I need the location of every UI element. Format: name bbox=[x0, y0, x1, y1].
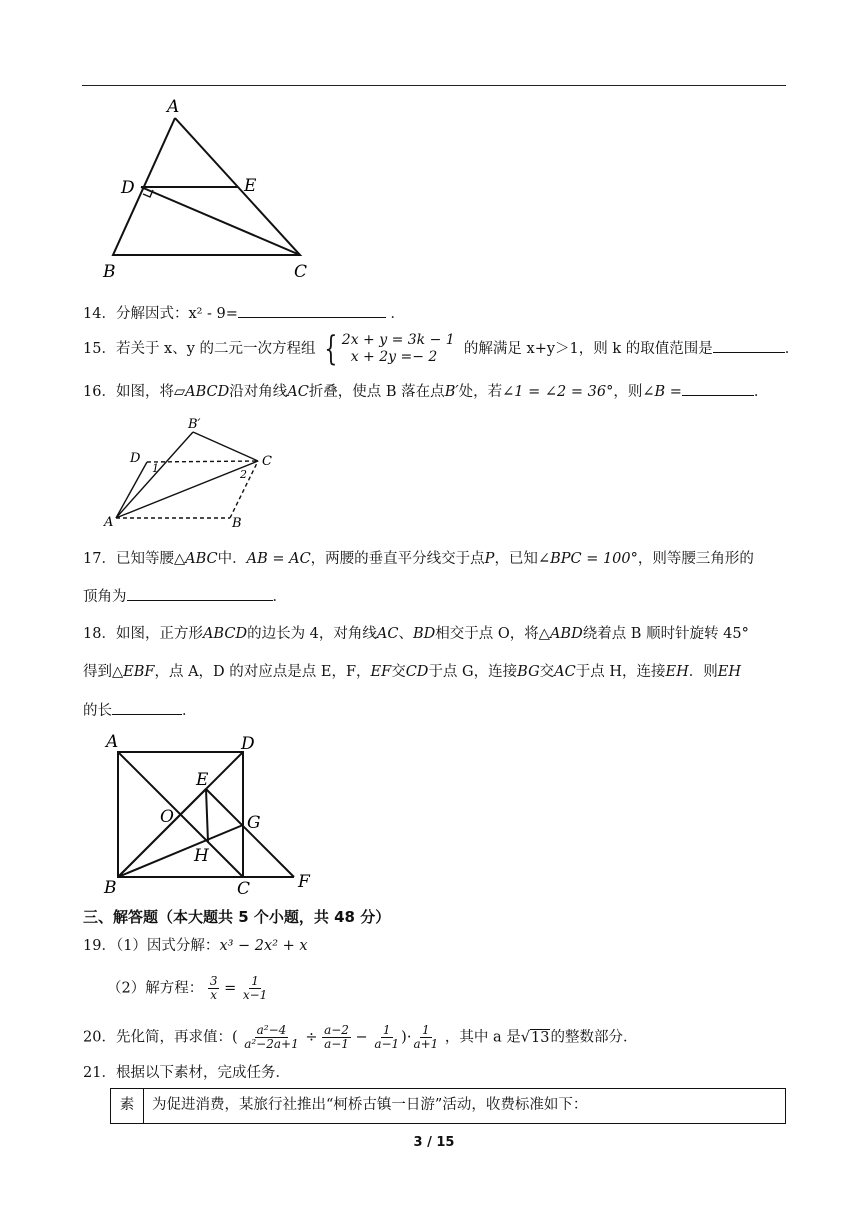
question-19-part2 bbox=[107, 975, 269, 1002]
q16-number: 16． bbox=[83, 384, 116, 400]
fraction-3-over-x bbox=[208, 975, 220, 1002]
label-c: C bbox=[237, 879, 251, 899]
q18-l1a: 如图，正方形 bbox=[115, 626, 203, 642]
q21-number: 21． bbox=[83, 1065, 116, 1081]
label-b: B bbox=[103, 262, 116, 282]
segment-ef bbox=[206, 789, 294, 877]
question-15 bbox=[83, 329, 800, 369]
q16-t2: 沿对角线 bbox=[229, 384, 288, 400]
equation-system bbox=[342, 332, 455, 366]
equals-sign: = bbox=[224, 980, 237, 997]
close-paren: )· bbox=[401, 1029, 412, 1046]
q20-post: 的整数部分． bbox=[550, 1029, 638, 1046]
q16-t3: 折叠，使点 B 落在点 bbox=[308, 384, 445, 400]
q17-l1c: ，两腰的垂直平分线交于点 bbox=[310, 551, 485, 567]
angle-2-label: 2 bbox=[240, 468, 247, 481]
angle-1-label: 1 bbox=[152, 462, 159, 475]
fraction-denominator: a²−2a+1 bbox=[244, 1037, 299, 1051]
q17-ab-eq-ac: AB = AC bbox=[246, 551, 311, 567]
label-a: A bbox=[106, 732, 119, 752]
material-table bbox=[110, 1088, 786, 1124]
label-f: F bbox=[298, 872, 310, 892]
q18-abcd: ABCD bbox=[202, 626, 248, 642]
segment-bg bbox=[118, 825, 243, 877]
question-19-part1 bbox=[83, 936, 308, 956]
page-number: 3 / 15 bbox=[413, 1135, 455, 1150]
q18-period: ． bbox=[182, 703, 197, 719]
fraction-numerator: 3 bbox=[209, 974, 218, 988]
q17-period: ． bbox=[272, 589, 287, 605]
q20-number: 20． bbox=[83, 1029, 116, 1046]
q19-expression: x³ − 2x² + x bbox=[219, 938, 308, 954]
q18-l2g: ．则 bbox=[688, 664, 718, 680]
fraction-numerator: 1 bbox=[382, 1023, 391, 1037]
q18-l2f: 于点 H，连接 bbox=[575, 664, 666, 680]
q18-l2a: 得到△ bbox=[83, 664, 124, 680]
q16-ac: AC bbox=[287, 384, 309, 400]
q17-l1a: 已知等腰△ bbox=[115, 551, 186, 567]
q18-l1b: 的边长为 4，对角线 bbox=[247, 626, 377, 642]
q16-answer-blank bbox=[682, 380, 754, 396]
q18-ef: EF bbox=[370, 664, 392, 680]
question-18 bbox=[83, 624, 749, 644]
q19-part2-label: （2）解方程： bbox=[107, 980, 204, 997]
label-d: D bbox=[121, 178, 135, 198]
question-17 bbox=[83, 549, 754, 569]
q18-eh: EH bbox=[665, 664, 689, 680]
q18-ac: AC bbox=[376, 626, 399, 642]
q18-number: 18． bbox=[83, 626, 116, 642]
minus-sign: − bbox=[355, 1029, 368, 1046]
q15-pre: 若关于 x、y 的二元一次方程组 bbox=[115, 341, 316, 357]
equation-2: x + 2y =− 2 bbox=[350, 349, 438, 365]
segment-abprime bbox=[116, 432, 193, 518]
figure-rotated-square bbox=[100, 730, 330, 900]
fraction-2 bbox=[322, 1024, 351, 1051]
q16-t5: ，则 bbox=[613, 384, 643, 400]
q18-ebf: EBF bbox=[123, 664, 155, 680]
label-d: D bbox=[241, 734, 255, 754]
label-h: H bbox=[194, 846, 209, 866]
table-cell-content: 为促进消费，某旅行社推出“柯桥古镇一日游”活动，收费标准如下： bbox=[152, 1097, 588, 1113]
header-rule bbox=[82, 85, 786, 86]
segment-be bbox=[118, 789, 206, 877]
q18-l1d: 绕着点 B 顺时针旋转 45° bbox=[582, 626, 749, 642]
question-16 bbox=[83, 380, 768, 402]
fraction-numerator: 1 bbox=[422, 1023, 430, 1037]
q17-abc: ABC bbox=[185, 551, 218, 567]
segment-ac bbox=[116, 461, 258, 518]
q18-bg: BG bbox=[517, 664, 540, 680]
q19-number: 19． bbox=[83, 938, 116, 954]
q18-l2b: ，点 A，D 的对应点是点 E，F， bbox=[154, 664, 371, 680]
q18-sep: 、 bbox=[398, 626, 413, 642]
q16-parallelogram: ▱ABCD bbox=[173, 384, 230, 400]
q18-abd: ABD bbox=[549, 626, 583, 642]
fraction-denominator: x bbox=[210, 988, 218, 1002]
q20-mid: ，其中 a 是 bbox=[444, 1029, 521, 1046]
q16-angles: ∠1 = ∠2 = 36° bbox=[502, 384, 614, 400]
question-14 bbox=[83, 302, 405, 324]
q18-l3: 的长 bbox=[83, 703, 112, 719]
q14-answer-blank bbox=[238, 302, 386, 318]
q15-post: 的解满足 x+y＞1，则 k 的取值范围是 bbox=[463, 341, 713, 357]
sqrt-13: 13 bbox=[531, 1029, 550, 1046]
label-a: A bbox=[167, 97, 180, 117]
q16-t4: 处，若 bbox=[458, 384, 503, 400]
label-b: B bbox=[104, 878, 117, 898]
label-bprime: B′ bbox=[188, 417, 201, 432]
fraction-denominator: x−1 bbox=[242, 988, 268, 1002]
segment-dc-dashed bbox=[147, 461, 258, 462]
label-e: E bbox=[196, 770, 209, 790]
q17-angle-bpc: ∠BPC = 100° bbox=[537, 551, 638, 567]
question-18-line3 bbox=[83, 699, 197, 721]
fraction-3 bbox=[372, 1024, 401, 1051]
fraction-1 bbox=[242, 1024, 301, 1051]
q17-p: P bbox=[484, 551, 495, 567]
figure-folded-parallelogram bbox=[100, 410, 290, 535]
q18-l1c: 相交于点 O，将△ bbox=[435, 626, 550, 642]
segment-ad bbox=[116, 462, 147, 518]
q18-eh2: EH bbox=[717, 664, 741, 680]
table-cell-label: 素 bbox=[111, 1089, 144, 1123]
segment-dc bbox=[141, 187, 300, 255]
figure-triangle-ade bbox=[95, 95, 325, 285]
fraction-denominator: a−1 bbox=[324, 1037, 349, 1051]
q18-l2c: 交 bbox=[391, 664, 406, 680]
label-o: O bbox=[160, 807, 174, 827]
label-e: E bbox=[244, 176, 257, 196]
question-17-line2 bbox=[83, 585, 287, 607]
segment-bprime-c bbox=[193, 432, 258, 461]
segment-eh bbox=[206, 789, 208, 842]
fraction-4 bbox=[411, 1024, 440, 1051]
fraction-numerator: 1 bbox=[251, 974, 259, 988]
label-b: B bbox=[232, 516, 242, 531]
q16-angle-b: ∠B = bbox=[642, 384, 682, 400]
section-3-heading: 三、解答题（本大题共 5 个小题，共 48 分） bbox=[83, 908, 391, 926]
divide-sign: ÷ bbox=[305, 1029, 318, 1046]
q16-t1: 如图，将 bbox=[115, 384, 174, 400]
system-brace: { bbox=[324, 329, 338, 369]
q17-l2: 顶角为 bbox=[83, 589, 127, 605]
q15-answer-blank bbox=[713, 337, 785, 353]
equation-1: 2x + y = 3k − 1 bbox=[341, 332, 455, 348]
label-d: D bbox=[130, 451, 141, 466]
label-c: C bbox=[294, 262, 308, 282]
q17-l1d: ，已知 bbox=[494, 551, 538, 567]
q18-l2d: 于点 G，连接 bbox=[428, 664, 518, 680]
fraction-numerator: a²−4 bbox=[256, 1023, 287, 1037]
q16-bprime: B′ bbox=[444, 384, 459, 400]
label-a: A bbox=[104, 515, 114, 530]
q21-text: 根据以下素材，完成任务． bbox=[115, 1065, 290, 1081]
q14-text: 分解因式：x² - 9= bbox=[115, 306, 238, 322]
q17-l1e: ，则等腰三角形的 bbox=[637, 551, 754, 567]
q17-answer-blank bbox=[127, 585, 273, 601]
q16-period: ． bbox=[753, 384, 769, 400]
q14-period: ． bbox=[390, 306, 406, 322]
fraction-denominator: a−1 bbox=[374, 1037, 400, 1051]
q15-period: ． bbox=[784, 341, 800, 357]
label-g: G bbox=[247, 813, 261, 833]
q19-part1-label: （1）因式分解： bbox=[115, 938, 220, 954]
fraction-numerator: a−2 bbox=[324, 1023, 349, 1037]
q18-answer-blank bbox=[112, 699, 182, 715]
q17-l1b: 中． bbox=[217, 551, 247, 567]
question-18-line2 bbox=[83, 662, 741, 682]
q15-number: 15． bbox=[83, 341, 116, 357]
q17-number: 17． bbox=[83, 551, 116, 567]
q18-bd: BD bbox=[413, 626, 436, 642]
q14-number: 14． bbox=[83, 306, 116, 322]
q18-cd: CD bbox=[405, 664, 429, 680]
fraction-denominator: a+1 bbox=[413, 1037, 439, 1051]
q20-pre: 先化简，再求值：( bbox=[115, 1029, 238, 1046]
fraction-1-over-x-minus-1 bbox=[241, 975, 269, 1002]
question-21 bbox=[83, 1063, 290, 1083]
q18-ac2: AC bbox=[554, 664, 576, 680]
q18-l2e: 交 bbox=[539, 664, 555, 680]
label-c: C bbox=[262, 454, 272, 469]
question-20: 20．先化简，再求值：( $\frac{\text{a²−4}}{\text{a²−2a+1}}$ ÷ $\frac{a-2}{a-1}$ − $\frac{1}{a-1}$ )· $\frac{1}{a+1}$ ，其中 a 是√13的整数部分． bbox=[83, 1023, 638, 1051]
